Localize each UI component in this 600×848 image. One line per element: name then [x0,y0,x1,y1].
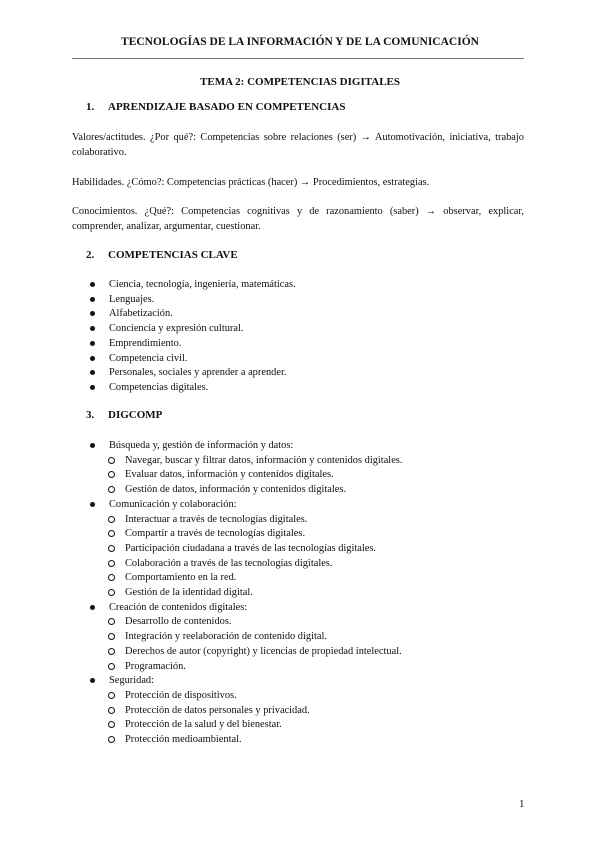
list-item [90,689,402,748]
section-heading-3 [86,409,162,421]
list-item: Conciencia y expresión cultural. [90,322,296,337]
list-item: Personales, sociales y aprender a aprender. [90,366,296,381]
list-item: Búsqueda y, gestión de información y datos: [90,439,402,454]
list-item [90,454,402,498]
bullet-icon [90,297,95,302]
bullet-icon [90,443,95,448]
sub-list-item: Derechos de autor (copyright) y licencias de propiedad intelectual. [90,645,402,660]
circle-bullet-icon [108,618,115,625]
section-heading-1 [86,101,345,113]
sub-list-item: Navegar, buscar y filtrar datos, información y contenidos digitales. [90,454,402,469]
list-item: Seguridad: [90,674,402,689]
circle-bullet-icon [108,545,115,552]
bullet-icon [90,341,95,346]
circle-bullet-icon [108,648,115,655]
paragraph-knowledge: Conocimientos. ¿Qué?: Competencias cognitivas y de razonamiento (saber) → observar, explicar, comprender, analizar, argumentar, cuestionar. [72,206,524,232]
sub-list [90,689,402,748]
sub-list-item: Comportamiento en la red. [90,571,402,586]
sub-list-item: Programación. [90,660,402,675]
bullet-icon [90,605,95,610]
key-competencies-list [90,278,296,396]
circle-bullet-icon [108,486,115,493]
section-number: 1. [86,101,95,113]
sub-list-item: Gestión de datos, información y contenidos digitales. [90,483,402,498]
bullet-icon [90,311,95,316]
sub-list-item: Protección medioambiental. [90,733,402,748]
sub-list-item: Evaluar datos, información y contenidos digitales. [90,468,402,483]
running-header: TECNOLOGÍAS DE LA INFORMACIÓN Y DE LA COMUNICACIÓN [121,36,479,48]
sub-list-item: Desarrollo de contenidos. [90,615,402,630]
sub-list-item: Protección de dispositivos. [90,689,402,704]
section-title: APRENDIZAJE BASADO EN COMPETENCIAS [108,101,346,113]
circle-bullet-icon [108,574,115,581]
sub-list-item: Gestión de la identidad digital. [90,586,402,601]
circle-bullet-icon [108,560,115,567]
circle-bullet-icon [108,589,115,596]
digcomp-list [90,439,402,748]
sub-list-item: Protección de la salud y del bienestar. [90,718,402,733]
list-item: Ciencia, tecnología, ingeniería, matemáticas. [90,278,296,293]
circle-bullet-icon [108,516,115,523]
circle-bullet-icon [108,663,115,670]
section-number: 2. [86,249,95,261]
sub-list [90,454,402,498]
list-item: Creación de contenidos digitales: [90,601,402,616]
list-item [90,615,402,674]
circle-bullet-icon [108,721,115,728]
bullet-icon [90,370,95,375]
sub-list-item: Participación ciudadana a través de las tecnologías digitales. [90,542,402,557]
sub-list-item: Integración y reelaboración de contenido digital. [90,630,402,645]
circle-bullet-icon [108,736,115,743]
section-title: DIGCOMP [108,409,163,421]
paragraph-skills: Habilidades. ¿Cómo?: Competencias prácticas (hacer) → Procedimientos, estrategias. [72,177,430,188]
list-item: Alfabetización. [90,307,296,322]
list-item: Lenguajes. [90,293,296,308]
section-number: 3. [86,409,95,421]
list-item: Comunicación y colaboración: [90,498,402,513]
list-item: Competencia civil. [90,352,296,367]
page-number: 1 [519,798,525,810]
bullet-icon [90,502,95,507]
sub-list [90,513,402,601]
document-title: TEMA 2: COMPETENCIAS DIGITALES [200,76,400,88]
bullet-icon [90,678,95,683]
circle-bullet-icon [108,692,115,699]
section-title: COMPETENCIAS CLAVE [108,249,238,261]
circle-bullet-icon [108,457,115,464]
sub-list-item: Colaboración a través de las tecnologías digitales. [90,557,402,572]
circle-bullet-icon [108,471,115,478]
bullet-icon [90,326,95,331]
bullet-icon [90,385,95,390]
sub-list-item: Protección de datos personales y privacidad. [90,704,402,719]
circle-bullet-icon [108,530,115,537]
circle-bullet-icon [108,633,115,640]
circle-bullet-icon [108,707,115,714]
bullet-icon [90,282,95,287]
paragraph-values: Valores/actitudes. ¿Por qué?: Competencias sobre relaciones (ser) → Automotivación, iniciativa, trabajo colaborativo. [72,132,524,158]
sub-list-item: Compartir a través de tecnologías digitales. [90,527,402,542]
section-heading-2 [86,249,238,261]
sub-list-item: Interactuar a través de tecnologías digitales. [90,513,402,528]
list-item [90,513,402,601]
sub-list [90,615,402,674]
header-divider [72,58,524,59]
bullet-icon [90,356,95,361]
list-item: Competencias digitales. [90,381,296,396]
list-item: Emprendimiento. [90,337,296,352]
